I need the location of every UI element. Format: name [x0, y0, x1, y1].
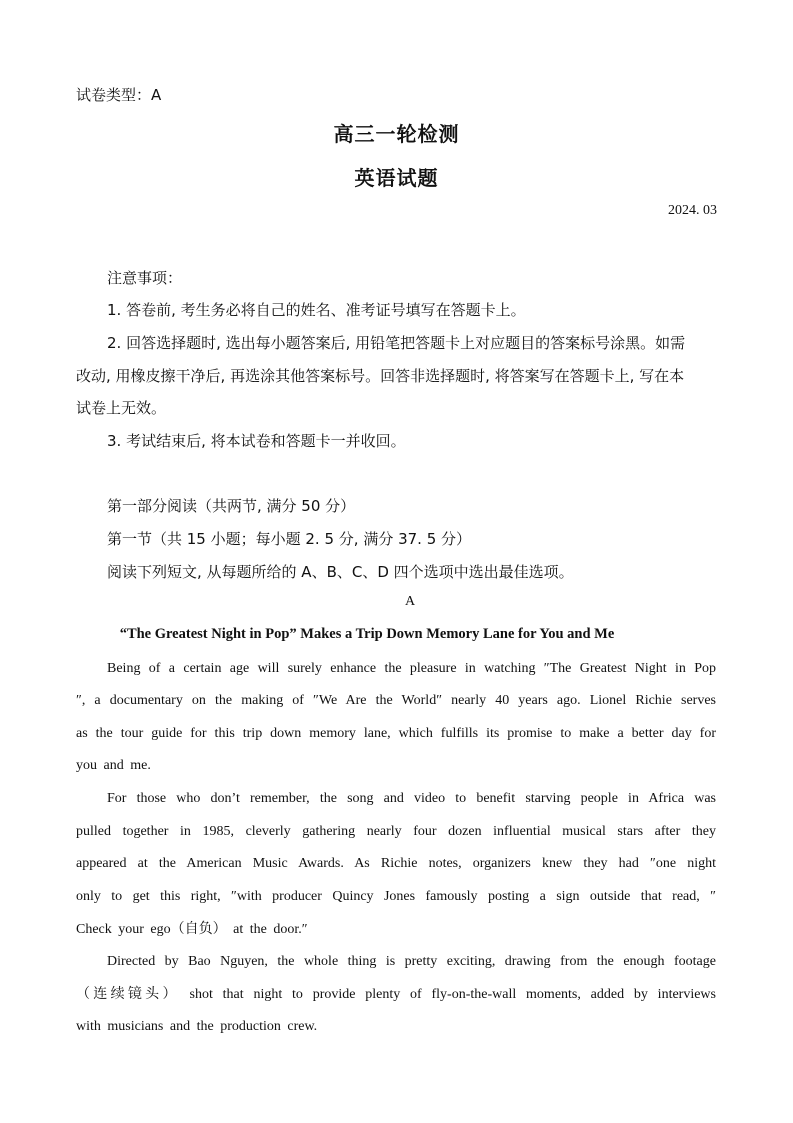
- paragraph-1-line-1: Being of a certain age will surely enhance the pleasure in watching ″The Greatest Night in Pop: [107, 661, 716, 676]
- paragraph-2-line-2: pulled together in 1985, cleverly gathering nearly four dozen influential musical stars after they: [76, 824, 716, 839]
- notes-item-3: 3. 考试结束后, 将本试卷和答题卡一并收回。: [107, 432, 406, 450]
- paragraph-1-line-4: you and me.: [76, 758, 151, 773]
- paragraph-3-line-1: Directed by Bao Nguyen, the whole thing is pretty exciting, drawing from the enough footage: [107, 954, 716, 969]
- paragraph-2-line-1: For those who don’t remember, the song and video to benefit starving people in Africa was: [107, 791, 716, 806]
- paragraph-2-line-5: Check your ego（自负） at the door.″: [76, 922, 308, 937]
- notes-item-2-line-1: 2. 回答选择题时, 选出每小题答案后, 用铅笔把答题卡上对应题目的答案标号涂黑。如需: [107, 334, 686, 352]
- passage-letter: A: [404, 594, 416, 609]
- article-title: “The Greatest Night in Pop” Makes a Trip Down Memory Lane for You and Me: [119, 626, 615, 642]
- section-title: 第一节（共 15 小题；每小题 2. 5 分, 满分 37. 5 分）: [107, 530, 472, 548]
- paragraph-3-line-2: （连续镜头） shot that night to provide plenty of fly-on-the-wall moments, added by interviews: [76, 987, 716, 1002]
- paragraph-2-line-3: appeared at the American Music Awards. As Richie notes, organizers knew they had ″one night: [76, 856, 716, 871]
- exam-subtitle: 英语试题: [354, 166, 439, 190]
- notes-item-2-line-2: 改动, 用橡皮擦干净后, 再选涂其他答案标号。回答非选择题时, 将答案写在答题卡上, 写在本: [76, 367, 685, 385]
- paragraph-3-line-3: with musicians and the production crew.: [76, 1019, 318, 1034]
- part-title: 第一部分阅读（共两节, 满分 50 分）: [107, 497, 356, 515]
- paragraph-1-line-2: ″, a documentary on the making of ″We Are the World″ nearly 40 years ago. Lionel Richie serves: [76, 693, 716, 708]
- exam-date: 2024. 03: [668, 203, 717, 218]
- paragraph-2-line-4: only to get this right, ″with producer Quincy Jones famously posting a sign outside that read, ″: [76, 889, 716, 904]
- exam-title: 高三一轮检测: [333, 122, 460, 146]
- notes-item-1: 1. 答卷前, 考生务必将自己的姓名、准考证号填写在答题卡上。: [107, 301, 526, 319]
- notes-heading: 注意事项：: [107, 269, 183, 287]
- instruction-text: 阅读下列短文, 从每题所给的 A、B、C、D 四个选项中选出最佳选项。: [107, 563, 574, 581]
- paragraph-1-line-3: as the tour guide for this trip down memory lane, which fulfills its promise to make a better day for: [76, 726, 716, 741]
- paper-type-label: 试卷类型：A: [76, 86, 162, 104]
- notes-item-2-line-3: 试卷上无效。: [76, 399, 167, 417]
